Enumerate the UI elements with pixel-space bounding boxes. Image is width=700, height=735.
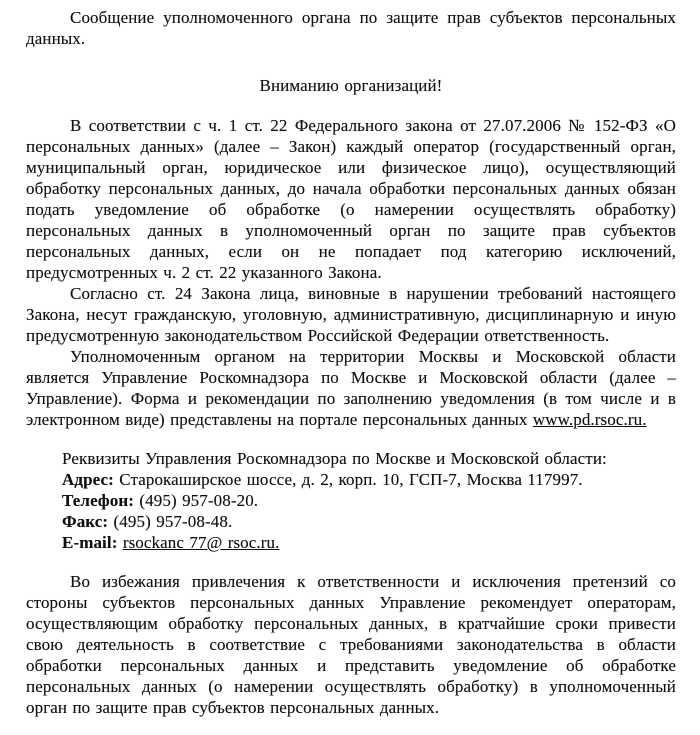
email-value: rsockanc 77@ rsoc.ru. [122,533,280,552]
requisites-email-row [62,532,676,553]
intro-paragraph: Сообщение уполномоченного органа по защите прав субъектов персональных данных. [26,8,676,48]
phone-value: (495) 957-08-20. [139,491,259,510]
closing-paragraph: Во избежания привлечения к ответственности и исключения претензий со стороны субъектов персональных данных Управление рекомендует операторам, осуществляющим обработку персональных данных, в кратчайшие сроки привести свою деятельность в соответствие с требованиями законодательства в области обработки персональных данных и представить уведомление об обработке персональных данных (о намерении осуществлять обработку) в уполномоченный орган по защите прав субъектов персональных данных. [26,572,676,717]
requisites-fax-row [62,511,676,532]
paragraph-authority [26,346,676,430]
fax-label: Факс: [62,512,109,531]
requisites-phone-row [62,490,676,511]
paragraph-liability: Согласно ст. 24 Закона лица, виновные в нарушении требований настоящего Закона, несут гражданскую, уголовную, административную, дисциплинарную и иную предусмотренную законодательством Российской Федерации ответственность. [26,284,676,345]
requisites-address-row [62,469,676,490]
attention-heading: Вниманию организаций! [259,76,443,95]
email-label: E-mail: [62,533,118,552]
fax-value: (495) 957-08-48. [113,512,233,531]
paragraph-authority-text: Уполномоченным органом на территории Москвы и Московской области является Управление Роскомнадзора по Москве и Московской области (далее – Управление). Форма и рекомендации по заполнению уведомления (в том числе и в электронном виде) представлены на портале персональных данных [26,347,676,429]
address-value: Старокаширское шоссе, д. 2, корп. 10, ГСП-7, Москва 117997. [119,470,583,489]
requisites-title: Реквизиты Управления Роскомнадзора по Москве и Московской области: [62,449,607,468]
requisites-block [62,448,676,553]
paragraph-law-requirement: В соответствии с ч. 1 ст. 22 Федерального закона от 27.07.2006 № 152-ФЗ «О персональных данных» (далее – Закон) каждый оператор (государственный орган, муниципальный орган, юридическое или физическое лицо), осуществляющий обработку персональных данных, до начала обработки персональных данных обязан подать уведомление об обработке (о намерении осуществлять обработку) персональных данных в уполномоченный орган по защите прав субъектов персональных данных, если он не попадает под категорию исключений, предусмотренных ч. 2 ст. 22 указанного Закона. [26,116,676,282]
address-label: Адрес: [62,470,114,489]
phone-label: Телефон: [62,491,135,510]
portal-link: www.pd.rsoc.ru. [532,410,647,429]
